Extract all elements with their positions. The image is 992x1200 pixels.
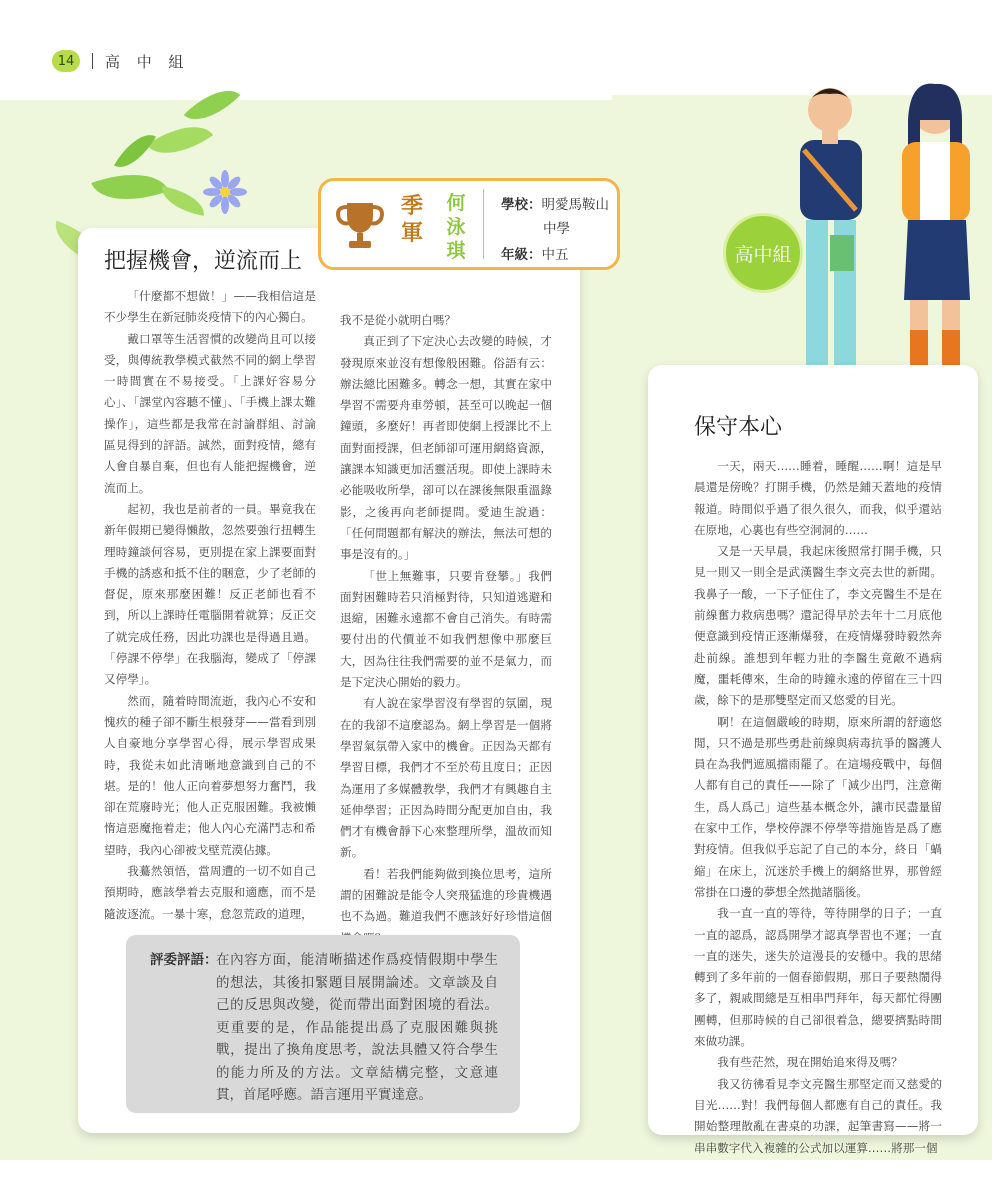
award-info	[501, 193, 609, 267]
paragraph: 然而，隨着時間流逝，我內心不安和愧疚的種子卻不斷生根發芽——當看到別人自豪地分享學習心得，展示學習成果時，我從未如此清晰地意識到自己的不堪。是的！他人正向着夢想努力奮鬥，我卻在荒廢時光；他人正克服困難。我被懶惰這惡魔拖着走；他人內心充滿鬥志和希望時，我內心卻被戈壁荒漠佔據。	[104, 693, 316, 857]
paragraph: 一天，兩天……睡着，睡醒……啊！這是早晨還是傍晚？打開手機，仍然是鋪天蓋地的疫情報道。時間似乎過了很久很久，而我，似乎還站在原地，心裏也有些空洞洞的……	[694, 459, 942, 537]
category-badge: 高中組	[723, 213, 803, 293]
grade-label: 年級：	[501, 247, 542, 263]
school-value-line2: 中學	[543, 221, 570, 237]
school-value: 明愛馬鞍山	[541, 197, 609, 213]
paragraph: 「什麼都不想做！」——我相信這是不少學生在新冠肺炎疫情下的內心獨白。	[104, 289, 316, 325]
header-divider	[92, 53, 93, 69]
paragraph: 「世上無難事，只要肯登攀。」我們面對困難時若只消極對待，只知道逃避和退縮，困難永遠都不會自己消失。有時需要付出的代價並不如我們想像中那麼巨大，因為往往我們需要的並不是氣力，而是下定決心開始的毅力。	[340, 568, 552, 690]
article-title-right: 保守本心	[694, 415, 783, 440]
page-header	[52, 48, 190, 74]
section-title: 高 中 組	[105, 52, 190, 71]
school-label: 學校：	[501, 197, 542, 213]
paragraph: 又是一天早晨，我起床後照常打開手機，只見一則又一則全是武漢醫生李文亮去世的新聞。我鼻子一酸，一下子怔住了，李文亮醫生不是在前線奮力救病患嗎？還記得早於去年十二月底他便意識到疫情正逐漸爆發，在疫情爆發時毅然奔赴前線。誰想到年輕力壯的李醫生竟敵不過病魔，噩耗傳來，生命的時鐘永遠的停留在三十四歲，餘下的是那雙堅定而又悠愛的目光。	[694, 544, 942, 708]
paragraph: 我有些茫然，現在開始追來得及嗎？	[717, 1055, 903, 1070]
page-number: 14	[52, 50, 80, 72]
paragraph: 我不是從小就明白嗎？	[340, 313, 456, 327]
article-column-3	[694, 456, 942, 1159]
paragraph: 戴口罩等生活習慣的改變尚且可以接受，與傳統教學模式截然不同的網上學習一時間實在不易接受。「上課好容易分心」、「課堂內容聽不懂」、「手機上課太難操作」，這些都是我常在討論群組、討論區見得到的評語。誠然，面對疫情，總有人會自暴自棄，但也有人能把握機會，逆流而上。	[104, 331, 316, 495]
article-title: 把握機會，逆流而上	[104, 249, 303, 274]
trophy-icon	[333, 197, 387, 251]
paragraph: 我又彷彿看見李文亮醫生那堅定而又慈愛的目光……對！我們每個人都應有自己的責任。我開始整理散亂在書桌的功課，起筆書寫——將一串串數字代入複雜的公式加以運算……將那一個	[694, 1076, 942, 1155]
comment-label: 評委評語：	[150, 952, 218, 968]
judge-comment	[126, 935, 520, 1113]
comment-text: 在內容方面，能清晰描述作爲疫情假期中學生的想法，其後扣緊題目展開論述。文章談及自己的反思與改變，從而帶出面對困境的看法。更重要的是，作品能提出爲了克服困難與挑戰，提出了換角度思考，說法具體又符合學生的能力所及的方法。文章結構完整，文意連貫，首尾呼應。語言運用平實達意。	[216, 952, 498, 1103]
paragraph: 啊！在這個嚴峻的時期，原來所謂的舒適悠閒，只不過是那些勇赴前線與病毒抗爭的醫護人員在為我們遮風擋雨罷了。在這場疫戰中，每個人都有自己的責任——除了「減少出門，注意衛生，爲人爲己」這些基本概念外，讓市民盡量留在家中工作，學校停課不停學等措施皆是爲了應對疫情。但我似乎忘記了自己的本分，終日「蝸縮」在床上，沉迷於手機上的網絡世界，那曾經常掛在口邊的夢想全然拋諸腦後。	[694, 714, 942, 899]
award-divider	[483, 189, 484, 259]
paragraph: 我驀然領悟，當周遭的一切不如自己預期時，應該學着去克服和適應，而不是隨波逐流。一暴十寒，怠忽荒政的道理，	[104, 864, 316, 921]
paragraph: 有人說在家學習沒有學習的氛圍，現在的我卻不這麼認為。網上學習是一個將學習氣氛帶入家中的機會。正因為天都有學習目標，我們才不至於苟且度日；正因為運用了多媒體教學，我們才有興趣自主延伸學習；正因為時間分配更加自由，我們才有機會靜下心來整理所學，溫故而知新。	[340, 696, 552, 860]
article-column-1	[104, 286, 316, 925]
paragraph: 看！若我們能夠做到換位思考，這所謂的困難說是能令人突飛猛進的珍貴機遇也不為過。難道我們不應該好好珍惜這個	[340, 866, 552, 924]
award-rank: 季軍	[400, 194, 423, 246]
article-column-2	[340, 310, 552, 949]
grade-value: 中五	[541, 247, 569, 263]
flower-icon	[203, 170, 247, 214]
award-box	[318, 178, 620, 270]
paragraph: 真正到了下定決心去改變的時候，才發現原來並沒有想像般困難。俗語有云：辦法總比困難多。轉念一想，其實在家中學習不需要舟車勞頓，甚至可以晚起一個鐘頭，多麼好！再者即使網上授課比不上面對面授課，但老師卻可運用網絡資源，讓課本知識更加活靈活現。即使上課時未必能吸收所學，卻可以在課後無限重溫錄影，之後再向老師提問。愛迪生說過：「任何問題都有解決的辦法，無法可想的事是沒有的。」	[340, 334, 552, 562]
winner-name: 何泳琪	[446, 192, 466, 262]
paragraph: 起初，我也是前者的一員。畢竟我在新年假期已變得懶散，忽然要強行扭轉生理時鐘談何容易，更別提在家上課要面對手機的誘惑和抵不住的睏意，少了老師的督促，原來那麼困難！反正老師也看不到，所以上課時任電腦開着就算；反正交了就完成任務，因此功課也是得過且過。「停課不停學」在我腦海，變成了「停課又停學」。	[104, 501, 316, 687]
paragraph: 我一直一直的等待，等待開學的日子；一直一直的認爲，認爲開學才認真學習也不遲；一直一直的迷失，迷失於這漫長的安穩中。我的思緒轉到了多年前的一個春節假期，那日子要熱鬧得多了，親戚間總是互相串門拜年，每天都忙得團團轉，但那時候的自己卻很着急，總要擠點時間來做功課。	[694, 906, 942, 1049]
